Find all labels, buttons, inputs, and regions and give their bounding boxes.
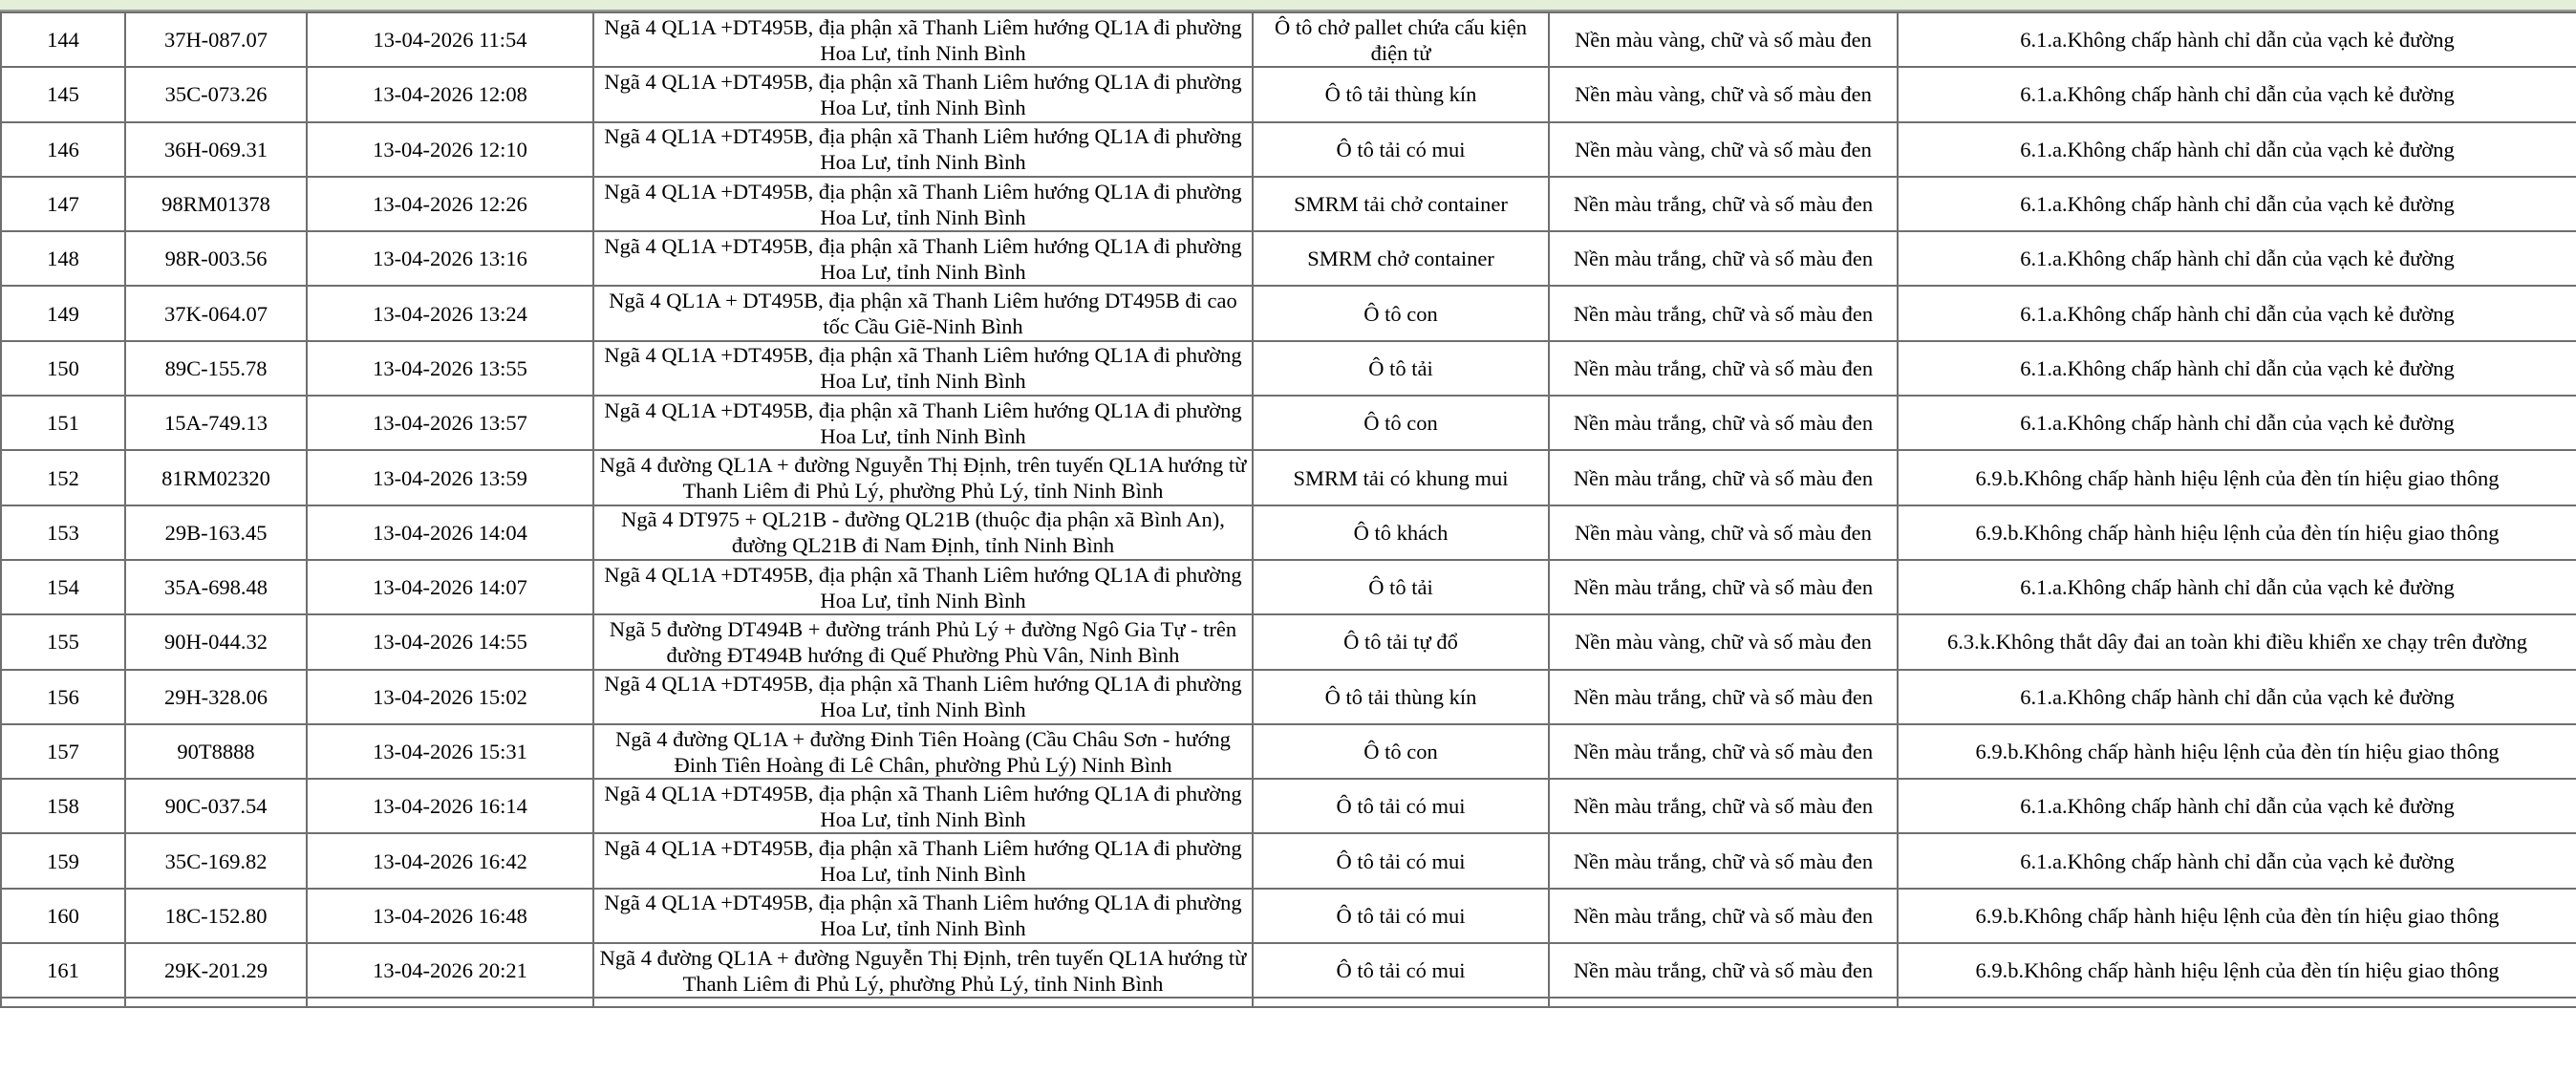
- violation-time-cell: 13-04-2026 15:02: [307, 670, 593, 724]
- row-number-cell: 157: [1, 724, 125, 779]
- plate-color-cell: Nền màu vàng, chữ và số màu đen: [1549, 614, 1898, 669]
- table-row-partial: [1, 998, 2576, 1007]
- location-cell: Ngã 4 DT975 + QL21B - đường QL21B (thuộc địa phận xã Bình An), đường QL21B đi Nam Định, tỉnh Ninh Bình: [593, 505, 1253, 560]
- violation-time-cell: 13-04-2026 12:08: [307, 67, 593, 121]
- location-cell: Ngã 4 QL1A +DT495B, địa phận xã Thanh Liêm hướng QL1A đi phường Hoa Lư, tỉnh Ninh Bình: [593, 833, 1253, 888]
- violation-cell: 6.1.a.Không chấp hành chỉ dẫn của vạch kẻ đường: [1898, 341, 2576, 396]
- location-cell: Ngã 4 QL1A +DT495B, địa phận xã Thanh Liêm hướng QL1A đi phường Hoa Lư, tỉnh Ninh Bình: [593, 67, 1253, 121]
- violation-cell: 6.1.a.Không chấp hành chỉ dẫn của vạch kẻ đường: [1898, 833, 2576, 888]
- table-row: [1, 122, 2576, 177]
- violation-cell: 6.1.a.Không chấp hành chỉ dẫn của vạch kẻ đường: [1898, 560, 2576, 614]
- table-row: [1, 614, 2576, 669]
- violation-cell: 6.9.b.Không chấp hành hiệu lệnh của đèn tín hiệu giao thông: [1898, 943, 2576, 998]
- plate-color-cell: Nền màu trắng, chữ và số màu đen: [1549, 560, 1898, 614]
- table-row: [1, 833, 2576, 888]
- location-cell: Ngã 4 QL1A +DT495B, địa phận xã Thanh Liêm hướng QL1A đi phường Hoa Lư, tỉnh Ninh Bình: [593, 122, 1253, 177]
- location-cell: Ngã 4 QL1A +DT495B, địa phận xã Thanh Liêm hướng QL1A đi phường Hoa Lư, tỉnh Ninh Bình: [593, 670, 1253, 724]
- top-header-strip: [0, 0, 2576, 11]
- plate-color-cell: Nền màu trắng, chữ và số màu đen: [1549, 450, 1898, 505]
- violation-time-cell: 13-04-2026 12:10: [307, 122, 593, 177]
- vehicle-type-cell: Ô tô tải có mui: [1253, 833, 1549, 888]
- license-plate-cell: 35C-073.26: [125, 67, 307, 121]
- license-plate-cell: 35A-698.48: [125, 560, 307, 614]
- vehicle-type-cell: Ô tô tải: [1253, 341, 1549, 396]
- row-number-cell: [1, 998, 125, 1007]
- license-plate-cell: 35C-169.82: [125, 833, 307, 888]
- violation-cell: 6.1.a.Không chấp hành chỉ dẫn của vạch kẻ đường: [1898, 779, 2576, 833]
- violation-cell: 6.1.a.Không chấp hành chỉ dẫn của vạch kẻ đường: [1898, 67, 2576, 121]
- location-cell: [593, 998, 1253, 1007]
- table-body: [1, 12, 2576, 1007]
- vehicle-type-cell: Ô tô chở pallet chứa cấu kiện điện tử: [1253, 12, 1549, 67]
- plate-color-cell: Nền màu vàng, chữ và số màu đen: [1549, 505, 1898, 560]
- location-cell: Ngã 4 QL1A +DT495B, địa phận xã Thanh Liêm hướng QL1A đi phường Hoa Lư, tỉnh Ninh Bình: [593, 231, 1253, 286]
- plate-color-cell: Nền màu trắng, chữ và số màu đen: [1549, 670, 1898, 724]
- plate-color-cell: [1549, 998, 1898, 1007]
- row-number-cell: 160: [1, 889, 125, 943]
- license-plate-cell: 29H-328.06: [125, 670, 307, 724]
- row-number-cell: 145: [1, 67, 125, 121]
- license-plate-cell: 90H-044.32: [125, 614, 307, 669]
- row-number-cell: 155: [1, 614, 125, 669]
- license-plate-cell: 90C-037.54: [125, 779, 307, 833]
- violation-cell: [1898, 998, 2576, 1007]
- violation-time-cell: 13-04-2026 11:54: [307, 12, 593, 67]
- violation-time-cell: 13-04-2026 14:55: [307, 614, 593, 669]
- plate-color-cell: Nền màu trắng, chữ và số màu đen: [1549, 889, 1898, 943]
- violation-time-cell: 13-04-2026 15:31: [307, 724, 593, 779]
- location-cell: Ngã 4 QL1A +DT495B, địa phận xã Thanh Liêm hướng QL1A đi phường Hoa Lư, tỉnh Ninh Bình: [593, 779, 1253, 833]
- violation-cell: 6.1.a.Không chấp hành chỉ dẫn của vạch kẻ đường: [1898, 177, 2576, 231]
- plate-color-cell: Nền màu trắng, chữ và số màu đen: [1549, 177, 1898, 231]
- location-cell: Ngã 4 QL1A +DT495B, địa phận xã Thanh Liêm hướng QL1A đi phường Hoa Lư, tỉnh Ninh Bình: [593, 177, 1253, 231]
- table-row: [1, 12, 2576, 67]
- license-plate-cell: 36H-069.31: [125, 122, 307, 177]
- violation-time-cell: 13-04-2026 14:07: [307, 560, 593, 614]
- table-row: [1, 943, 2576, 998]
- row-number-cell: 151: [1, 396, 125, 450]
- license-plate-cell: 37H-087.07: [125, 12, 307, 67]
- license-plate-cell: 18C-152.80: [125, 889, 307, 943]
- row-number-cell: 146: [1, 122, 125, 177]
- row-number-cell: 144: [1, 12, 125, 67]
- plate-color-cell: Nền màu trắng, chữ và số màu đen: [1549, 943, 1898, 998]
- vehicle-type-cell: Ô tô tải: [1253, 560, 1549, 614]
- table-row: [1, 341, 2576, 396]
- table-row: [1, 177, 2576, 231]
- violation-time-cell: 13-04-2026 14:04: [307, 505, 593, 560]
- violation-time-cell: 13-04-2026 13:16: [307, 231, 593, 286]
- row-number-cell: 158: [1, 779, 125, 833]
- violation-time-cell: [307, 998, 593, 1007]
- plate-color-cell: Nền màu trắng, chữ và số màu đen: [1549, 231, 1898, 286]
- plate-color-cell: Nền màu vàng, chữ và số màu đen: [1549, 122, 1898, 177]
- violation-cell: 6.1.a.Không chấp hành chỉ dẫn của vạch kẻ đường: [1898, 122, 2576, 177]
- table-row: [1, 670, 2576, 724]
- violation-cell: 6.3.k.Không thắt dây đai an toàn khi điều khiển xe chạy trên đường: [1898, 614, 2576, 669]
- row-number-cell: 161: [1, 943, 125, 998]
- license-plate-cell: 90T8888: [125, 724, 307, 779]
- table-row: [1, 560, 2576, 614]
- violation-time-cell: 13-04-2026 13:24: [307, 286, 593, 340]
- table-row: [1, 724, 2576, 779]
- plate-color-cell: Nền màu trắng, chữ và số màu đen: [1549, 779, 1898, 833]
- violation-time-cell: 13-04-2026 13:57: [307, 396, 593, 450]
- license-plate-cell: 15A-749.13: [125, 396, 307, 450]
- row-number-cell: 149: [1, 286, 125, 340]
- location-cell: Ngã 4 QL1A +DT495B, địa phận xã Thanh Liêm hướng QL1A đi phường Hoa Lư, tỉnh Ninh Bình: [593, 560, 1253, 614]
- row-number-cell: 156: [1, 670, 125, 724]
- violation-cell: 6.9.b.Không chấp hành hiệu lệnh của đèn tín hiệu giao thông: [1898, 505, 2576, 560]
- violation-cell: 6.1.a.Không chấp hành chỉ dẫn của vạch kẻ đường: [1898, 286, 2576, 340]
- violation-time-cell: 13-04-2026 16:48: [307, 889, 593, 943]
- location-cell: Ngã 4 QL1A +DT495B, địa phận xã Thanh Liêm hướng QL1A đi phường Hoa Lư, tỉnh Ninh Bình: [593, 12, 1253, 67]
- location-cell: Ngã 5 đường DT494B + đường tránh Phủ Lý + đường Ngô Gia Tự - trên đường ĐT494B hướng đi Quế Phường Phù Vân, Ninh Bình: [593, 614, 1253, 669]
- license-plate-cell: [125, 998, 307, 1007]
- table-row: [1, 450, 2576, 505]
- vehicle-type-cell: Ô tô tải thùng kín: [1253, 670, 1549, 724]
- violation-time-cell: 13-04-2026 20:21: [307, 943, 593, 998]
- row-number-cell: 150: [1, 341, 125, 396]
- violation-time-cell: 13-04-2026 16:14: [307, 779, 593, 833]
- vehicle-type-cell: Ô tô tải có mui: [1253, 779, 1549, 833]
- location-cell: Ngã 4 QL1A +DT495B, địa phận xã Thanh Liêm hướng QL1A đi phường Hoa Lư, tỉnh Ninh Bình: [593, 889, 1253, 943]
- plate-color-cell: Nền màu trắng, chữ và số màu đen: [1549, 286, 1898, 340]
- license-plate-cell: 29K-201.29: [125, 943, 307, 998]
- table-row: [1, 67, 2576, 121]
- plate-color-cell: Nền màu trắng, chữ và số màu đen: [1549, 833, 1898, 888]
- row-number-cell: 148: [1, 231, 125, 286]
- license-plate-cell: 81RM02320: [125, 450, 307, 505]
- violation-cell: 6.9.b.Không chấp hành hiệu lệnh của đèn tín hiệu giao thông: [1898, 889, 2576, 943]
- location-cell: Ngã 4 QL1A + DT495B, địa phận xã Thanh Liêm hướng DT495B đi cao tốc Cầu Giẽ-Ninh Bình: [593, 286, 1253, 340]
- row-number-cell: 152: [1, 450, 125, 505]
- license-plate-cell: 89C-155.78: [125, 341, 307, 396]
- violation-time-cell: 13-04-2026 12:26: [307, 177, 593, 231]
- vehicle-type-cell: SMRM tải có khung mui: [1253, 450, 1549, 505]
- location-cell: Ngã 4 đường QL1A + đường Nguyễn Thị Định, trên tuyến QL1A hướng từ Thanh Liêm đi Phủ Lý, phường Phủ Lý, tỉnh Ninh Bình: [593, 943, 1253, 998]
- row-number-cell: 147: [1, 177, 125, 231]
- vehicle-type-cell: Ô tô tải có mui: [1253, 943, 1549, 998]
- table-row: [1, 505, 2576, 560]
- vehicle-type-cell: Ô tô tải có mui: [1253, 122, 1549, 177]
- plate-color-cell: Nền màu trắng, chữ và số màu đen: [1549, 724, 1898, 779]
- violation-cell: 6.9.b.Không chấp hành hiệu lệnh của đèn tín hiệu giao thông: [1898, 724, 2576, 779]
- violations-table: [0, 11, 2576, 1008]
- license-plate-cell: 37K-064.07: [125, 286, 307, 340]
- license-plate-cell: 29B-163.45: [125, 505, 307, 560]
- vehicle-type-cell: Ô tô con: [1253, 396, 1549, 450]
- table-row: [1, 889, 2576, 943]
- vehicle-type-cell: Ô tô khách: [1253, 505, 1549, 560]
- violation-cell: 6.1.a.Không chấp hành chỉ dẫn của vạch kẻ đường: [1898, 670, 2576, 724]
- plate-color-cell: Nền màu trắng, chữ và số màu đen: [1549, 396, 1898, 450]
- plate-color-cell: Nền màu trắng, chữ và số màu đen: [1549, 341, 1898, 396]
- vehicle-type-cell: Ô tô tải có mui: [1253, 889, 1549, 943]
- location-cell: Ngã 4 đường QL1A + đường Nguyễn Thị Định, trên tuyến QL1A hướng từ Thanh Liêm đi Phủ Lý, phường Phủ Lý, tỉnh Ninh Bình: [593, 450, 1253, 505]
- table-row: [1, 231, 2576, 286]
- table-row: [1, 396, 2576, 450]
- plate-color-cell: Nền màu vàng, chữ và số màu đen: [1549, 12, 1898, 67]
- location-cell: Ngã 4 đường QL1A + đường Đinh Tiên Hoàng (Cầu Châu Sơn - hướng Đinh Tiên Hoàng đi Lê Chân, phường Phủ Lý) Ninh Bình: [593, 724, 1253, 779]
- violation-cell: 6.1.a.Không chấp hành chỉ dẫn của vạch kẻ đường: [1898, 231, 2576, 286]
- vehicle-type-cell: Ô tô con: [1253, 724, 1549, 779]
- vehicle-type-cell: Ô tô con: [1253, 286, 1549, 340]
- plate-color-cell: Nền màu vàng, chữ và số màu đen: [1549, 67, 1898, 121]
- row-number-cell: 154: [1, 560, 125, 614]
- vehicle-type-cell: SMRM tải chở container: [1253, 177, 1549, 231]
- location-cell: Ngã 4 QL1A +DT495B, địa phận xã Thanh Liêm hướng QL1A đi phường Hoa Lư, tỉnh Ninh Bình: [593, 396, 1253, 450]
- location-cell: Ngã 4 QL1A +DT495B, địa phận xã Thanh Liêm hướng QL1A đi phường Hoa Lư, tỉnh Ninh Bình: [593, 341, 1253, 396]
- license-plate-cell: 98RM01378: [125, 177, 307, 231]
- violation-time-cell: 13-04-2026 13:59: [307, 450, 593, 505]
- vehicle-type-cell: SMRM chở container: [1253, 231, 1549, 286]
- license-plate-cell: 98R-003.56: [125, 231, 307, 286]
- vehicle-type-cell: Ô tô tải tự đổ: [1253, 614, 1549, 669]
- row-number-cell: 159: [1, 833, 125, 888]
- violation-time-cell: 13-04-2026 13:55: [307, 341, 593, 396]
- vehicle-type-cell: Ô tô tải thùng kín: [1253, 67, 1549, 121]
- violation-cell: 6.1.a.Không chấp hành chỉ dẫn của vạch kẻ đường: [1898, 396, 2576, 450]
- violation-time-cell: 13-04-2026 16:42: [307, 833, 593, 888]
- row-number-cell: 153: [1, 505, 125, 560]
- table-row: [1, 779, 2576, 833]
- violation-cell: 6.1.a.Không chấp hành chỉ dẫn của vạch kẻ đường: [1898, 12, 2576, 67]
- vehicle-type-cell: [1253, 998, 1549, 1007]
- table-row: [1, 286, 2576, 340]
- violation-cell: 6.9.b.Không chấp hành hiệu lệnh của đèn tín hiệu giao thông: [1898, 450, 2576, 505]
